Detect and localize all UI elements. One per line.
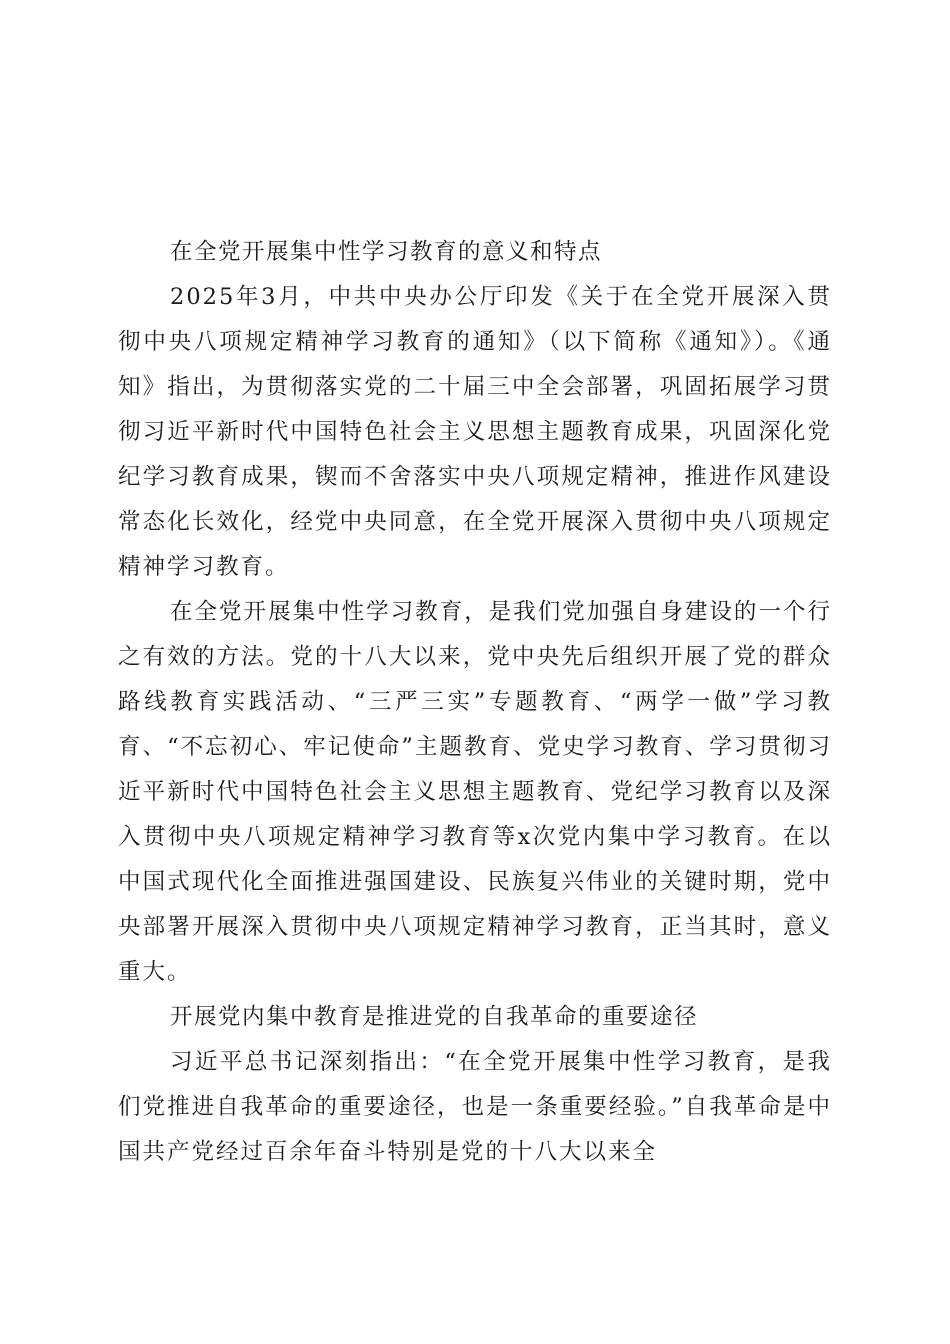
section-subheading: 开展党内集中教育是推进党的自我革命的重要途径 — [170, 1004, 699, 1030]
paragraph-1: 2025年3月，中共中央办公厅印发《关于在全党开展深入贯彻中央八项规定精神学习教育的通知》（以下简称《通知》）。《通知》指出，为贯彻落实党的二十届三中全会部署，巩固拓展学习贯彻习近平新时代中国特色社会主义思想主题教育成果，巩固深化党纪学习教育成果，锲而不舍落实中央八项规定精神，推进作风建设常态化长效化，经党中央同意，在全党开展深入贯彻中央八项规定精神学习教育。 — [118, 284, 832, 580]
paragraph-3: 习近平总书记深刻指出：“在全党开展集中性学习教育，是我们党推进自我革命的重要途径，也是一条重要经验。”自我革命是中国共产党经过百余年奋斗特别是党的十八大以来全 — [118, 1049, 832, 1165]
paragraph-2: 在全党开展集中性学习教育，是我们党加强自身建设的一个行之有效的方法。党的十八大以来，党中央先后组织开展了党的群众路线教育实践活动、“三严三实”专题教育、“两学一做”学习教育、“不忘初心、牢记使命”主题教育、党史学习教育、学习贯彻习近平新时代中国特色社会主义思想主题教育、党纪学习教育以及深入贯彻中央八项规定精神学习教育等x次党内集中学习教育。在以中国式现代化全面推进强国建设、民族复兴伟业的关键时期，党中央部署开展深入贯彻中央八项规定精神学习教育，正当其时，意义重大。 — [118, 599, 832, 985]
document-title: 在全党开展集中性学习教育的意义和特点 — [170, 239, 603, 265]
document-body — [118, 230, 832, 1175]
